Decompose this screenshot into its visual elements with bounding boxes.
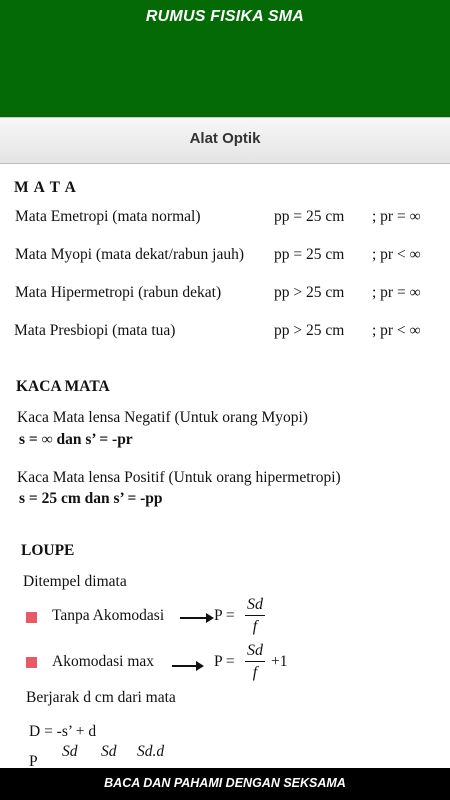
akomodasi-max-fraction bbox=[245, 641, 265, 684]
lensa-positif-title: Kaca Mata lensa Positif (Untuk orang hipermetropi) bbox=[17, 469, 341, 486]
lensa-negatif-formula: s = ∞ dan s’ = -pr bbox=[19, 431, 133, 448]
tanpa-akomodasi-lhs: P = bbox=[214, 607, 235, 624]
mata-heading: M A T A bbox=[14, 179, 77, 196]
kaca-mata-heading: KACA MATA bbox=[16, 378, 110, 395]
akomodasi-max-lhs: P = bbox=[214, 653, 235, 670]
mata-row-pp: pp > 25 cm bbox=[274, 284, 345, 301]
mata-row-pr: ; pr = ∞ bbox=[372, 284, 421, 301]
partial-p: P bbox=[29, 753, 38, 768]
mata-row-pp: pp = 25 cm bbox=[274, 246, 345, 263]
mata-row-name: Mata Emetropi (mata normal) bbox=[15, 208, 201, 225]
mata-row-pr: ; pr < ∞ bbox=[372, 246, 421, 263]
mata-row-name: Mata Myopi (mata dekat/rabun jauh) bbox=[15, 246, 244, 263]
app-title: RUMUS FISIKA SMA bbox=[145, 8, 305, 25]
loupe-d-formula: D = -s’ + d bbox=[29, 723, 97, 740]
tanpa-akomodasi-fraction bbox=[245, 595, 265, 638]
tanpa-akomodasi-label: Tanpa Akomodasi bbox=[52, 607, 165, 624]
partial-num: Sd bbox=[62, 743, 78, 760]
akomodasi-max-plus: +1 bbox=[271, 653, 288, 670]
arrow-icon bbox=[180, 617, 212, 619]
footer-bar bbox=[0, 768, 450, 800]
partial-num: Sd bbox=[101, 743, 117, 760]
fraction-denominator: f bbox=[252, 618, 258, 635]
lensa-positif-formula: s = 25 cm dan s’ = -pp bbox=[19, 490, 163, 507]
footer-text: BACA DAN PAHAMI DENGAN SEKSAMA bbox=[104, 776, 346, 790]
mata-row-pr: ; pr = ∞ bbox=[372, 208, 421, 225]
loupe-ditempel: Ditempel dimata bbox=[23, 573, 127, 590]
app-header bbox=[0, 0, 450, 117]
mata-row-name: Mata Presbiopi (mata tua) bbox=[14, 322, 176, 339]
akomodasi-max-label: Akomodasi max bbox=[52, 653, 155, 670]
arrow-icon bbox=[172, 665, 202, 667]
fraction-denominator: f bbox=[252, 664, 258, 681]
bullet-icon bbox=[26, 657, 37, 668]
bullet-icon bbox=[26, 612, 37, 623]
mata-row-pp: pp = 25 cm bbox=[274, 208, 345, 225]
section-title: Alat Optik bbox=[189, 130, 261, 147]
content-area[interactable] bbox=[0, 165, 450, 768]
partial-num: Sd.d bbox=[137, 743, 165, 760]
mata-row-pp: pp > 25 cm bbox=[274, 322, 345, 339]
lensa-negatif-title: Kaca Mata lensa Negatif (Untuk orang Myopi) bbox=[17, 409, 308, 426]
fraction-numerator: Sd bbox=[245, 641, 265, 662]
mata-row-pr: ; pr < ∞ bbox=[372, 322, 421, 339]
mata-row-name: Mata Hipermetropi (rabun dekat) bbox=[15, 284, 222, 301]
loupe-berjarak: Berjarak d cm dari mata bbox=[26, 689, 176, 706]
fraction-numerator: Sd bbox=[245, 595, 265, 616]
loupe-heading: LOUPE bbox=[21, 542, 75, 559]
section-header bbox=[0, 117, 450, 164]
